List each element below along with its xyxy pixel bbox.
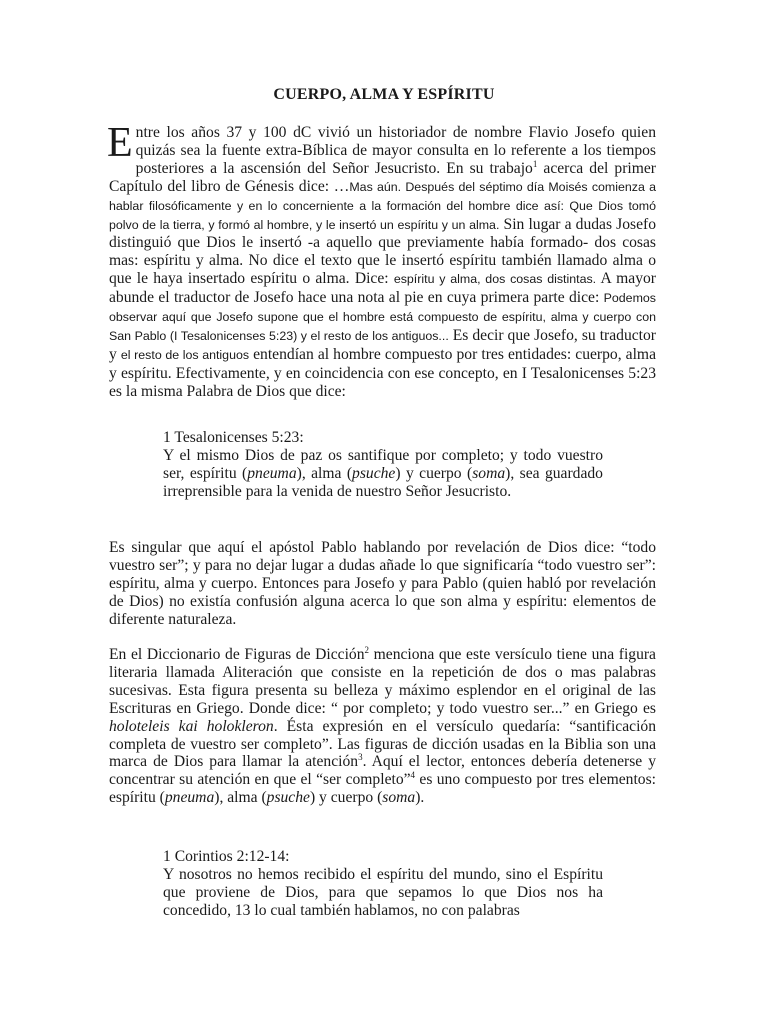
scripture-reference: 1 Tesalonicenses 5:23: — [163, 429, 304, 446]
scripture-quote-tesalonicenses — [163, 429, 603, 501]
paragraph-diccionario: En el Diccionario de Figuras de Dicción$^2$ menciona que este versículo tiene una figura literaria llamada Aliteración que consiste en la repetición de dos o mas palabras sucesivas. Esta figura presenta su belleza y máximo esplendor en el original de las Escrituras en Griego. Donde dice: “ por completo; y todo vuestro ser...” en Griego es holoteleis kai holokleron. Ésta expresión en el versículo quedaría: “santificación completa de vuestro ser completo”. Las figuras de dicción usadas en la Biblia son una marca de Dios para llamar la atención$^3$. Aquí el lector, entonces debería detenerse y concentrar su atención en que el “ser completo”$^4$ es uno compuesto por tres elementos: espíritu (pneuma), alma (psuche) y cuerpo (soma). — [109, 644, 657, 807]
paragraph-josefo: Entre los años 37 y 100 dC vivió un historiador de nombre Flavio Josefo quien quizás sea la fuente extra-Bíblica de mayor consulta en lo referente a los tiempos posteriores a la ascensión del Señor Jesucristo. En su trabajo$^1$ acerca del primer Capítulo del libro de Génesis dice: …Mas aún. Después del séptimo día Moisés comienza a hablar filosóficamente y en lo concerniente a la formación del hombre dice así: Que Dios tomó polvo de la tierra, y formó al hombre, y le insertó un espíritu y un alma. Sin lugar a dudas Josefo distinguió que Dios le insertó -a aquello que previamente había formado- dos cosas mas: espíritu y alma. No dice el texto que le insertó espíritu también llamado alma o que le haya insertado espíritu o alma. Dice: espíritu y alma, dos cosas distintas. A mayor abunde el traductor de Josefo hace una nota al pie en cuya primera parte dice: Podemos observar aquí que Josefo supone que el hombre está compuesto de espíritu, alma y cuerpo con San Pablo (I Tesalonicenses 5:23) y el resto de los antiguos... Es decir que Josefo, su traductor y el resto de los antiguos entendían al hombre compuesto por tres entidades: cuerpo, alma y espíritu. Efectivamente, y en coincidencia con ese concepto, en I Tesalonicenses 5:23 es la misma Palabra de Dios que dice: — [107, 120, 657, 400]
footnote-ref-3[interactable]: 3 — [358, 752, 363, 763]
inline-quote-antiguos: el resto de los antiguos — [120, 347, 250, 362]
footnote-ref-4[interactable]: 4 — [410, 770, 416, 781]
paragraph-pablo: Es singular que aquí el apóstol Pablo hablando por revelación de Dios dice: “todo vuestro ser”; y para no dejar lugar a dudas añade lo que significaría “todo vuestro ser”: espíritu, alma y cuerpo. Entonces para Josefo y para Pablo (quien habló por revelación de Dios) no existía confusión alguna acerca lo que son alma y espíritu: elementos de diferente naturaleza. — [109, 539, 656, 628]
footnote-ref-2[interactable]: 2 — [364, 644, 370, 655]
document-title: CUERPO, ALMA Y ESPÍRITU — [273, 86, 495, 103]
scripture-reference: 1 Corintios 2:12-14: — [163, 848, 290, 865]
footnote-ref-1[interactable]: 1 — [532, 158, 538, 169]
inline-quote-traductor: Podemos observar aquí que Josefo supone que el hombre está compuesto de espíritu, alma y cuerpo con San Pablo (I Tesalonicenses 5:23) y el resto de los antiguos... — [109, 291, 656, 343]
scripture-text: Y nosotros no hemos recibido el espíritu del mundo, sino el Espíritu que proviene de Dios, para que sepamos lo que Dios nos ha concedido, 13 lo cual también hablamos, no con palabras — [163, 865, 603, 919]
inline-quote-josefo: Mas aún. Después del séptimo día Moisés comienza a hablar filosóficamente y en lo concerniente a la formación del hombre dice así: Que Dios tomó polvo de la tierra, y formó al hombre, y le insertó un espíritu y un alma. — [109, 179, 656, 232]
inline-quote-dos-cosas: espíritu y alma, dos cosas distintas. — [393, 272, 597, 287]
drop-cap: E — [107, 120, 133, 166]
scripture-text: Y el mismo Dios de paz os santifique por completo; y todo vuestro ser, espíritu (pneuma), alma (psuche) y cuerpo (soma), sea guardado irreprensible para la venida de nuestro Señor Jesucristo. — [163, 446, 603, 500]
scripture-quote-corintios — [163, 848, 603, 920]
